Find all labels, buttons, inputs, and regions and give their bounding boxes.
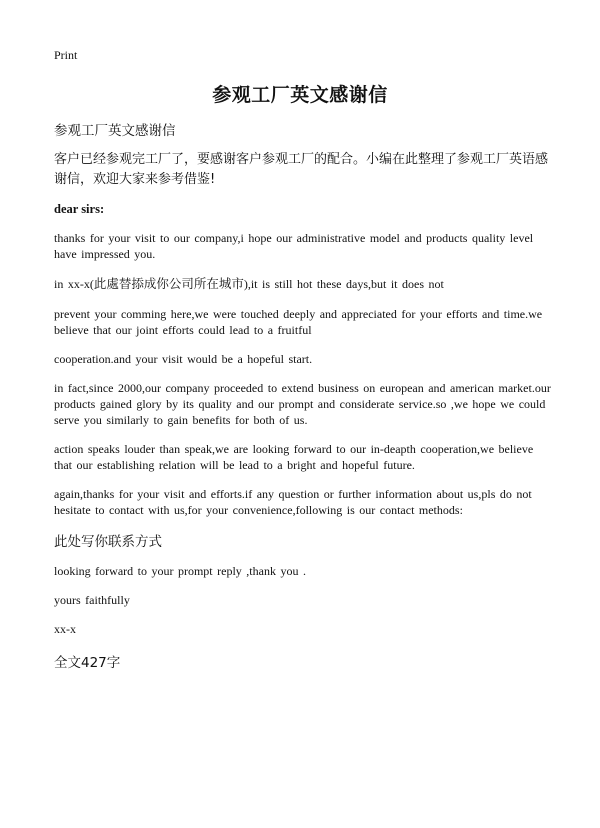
signature-line: xx-x — [54, 622, 76, 636]
signoff-line: yours faithfully — [54, 593, 130, 607]
letter-greeting: dear sirs: — [54, 202, 105, 216]
word-count: 全文427字 — [54, 655, 121, 671]
document-subtitle: 参观工厂英文感谢信 — [54, 123, 176, 139]
intro-paragraph: 客户已经参观完工厂了，要感谢客户参观工厂的配合。小编在此整理了参观工厂英语感谢信，欢迎大家来参考借鉴! — [54, 152, 549, 187]
city-suffix: ),it is still hot these days,but it does not — [243, 277, 444, 291]
paragraph-contact: again,thanks for your visit and efforts.if any question or further information about us,pls do not hesitate to contact with us,for your convenience,following is our contact methods: — [54, 487, 532, 517]
contact-placeholder: 此处写你联系方式 — [54, 534, 162, 550]
city-prefix: in xx-x( — [54, 277, 94, 291]
paragraph-city — [54, 276, 554, 292]
paragraph-company: in fact,since 2000,our company proceeded to extend business on european and american market.our products gained glory by its quality and our prompt and considerate service.so ,we hope we could serve you similarly to gain benefits for both of us. — [54, 381, 551, 427]
page-title: 参观工厂英文感谢信 — [212, 84, 388, 106]
paragraph-efforts: prevent your comming here,we were touched deeply and appreciated for your efforts and time.we believe that our joint efforts could lead to a fruitful — [54, 307, 543, 337]
paragraph-thanks: thanks for your visit to our company,i hope our administrative model and products quality level have impressed you. — [54, 231, 534, 261]
city-placeholder: 此處替掭成你公司所在城市 — [93, 276, 244, 291]
paragraph-cooperation: cooperation.and your visit would be a hopeful start. — [54, 352, 313, 366]
closing-line: looking forward to your prompt reply ,thank you . — [54, 564, 306, 578]
paragraph-action: action speaks louder than speak,we are looking forward to our in-deapth cooperation,we believe that our establishing relation will be lead to a bright and hopeful future. — [54, 442, 534, 472]
print-link[interactable]: Print — [54, 48, 78, 62]
